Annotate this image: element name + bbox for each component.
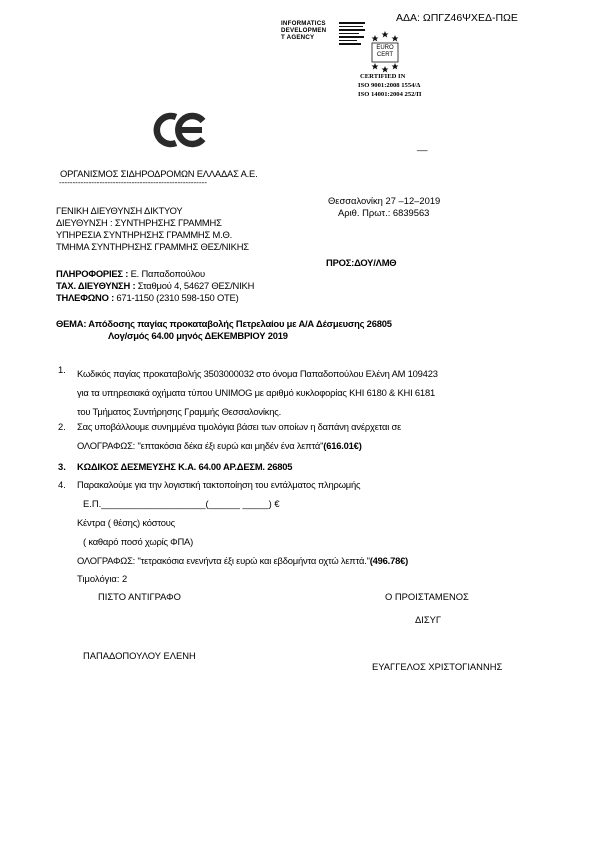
dept-line-2: ΔΙΕΥΘΥΝΣΗ : ΣΥΝΤΗΡΗΣΗΣ ΓΡΑΜΜΗΣ [56, 217, 222, 228]
contact-address-value: Σταθμού 4, 54627 ΘΕΣ/ΝΙΚΗ [135, 280, 255, 291]
contact-phone-label: ΤΗΛΕΦΩΝΟ : [56, 292, 115, 303]
cost-center: Κέντρα ( θέσης) κόστους [77, 517, 175, 528]
subject-text: : Απόδοσης παγίας προκαταβολής Πετρελαίου με Α/Α Δέσμευσης 26805 [83, 318, 392, 329]
item-2-words-text: ΟΛΟΓΡΑΦΩΣ: "επτακόσια δέκα έξι ευρώ και μηδέν ένα λεπτά" [77, 440, 324, 451]
item-4-line-1: Παρακαλούμε για την λογιστική τακτοποίηση του εντάλματος πληρωμής [77, 479, 361, 490]
item-1-number: 1. [58, 364, 66, 375]
euro-cert-text [372, 45, 398, 59]
subject-line-1 [56, 318, 392, 329]
item-4-amount: (496.78€) [369, 555, 409, 566]
invoices-count: Τιμολόγια: 2 [77, 573, 128, 584]
item-4-number: 4. [58, 479, 66, 490]
org-dashed-rule: ------------------------------------------------------- [59, 177, 207, 187]
contact-block [56, 268, 254, 304]
ida-line-2: DEVELOPMEN [281, 27, 327, 34]
certified-label: CERTIFIED IN [360, 73, 406, 80]
item-1-line-2: για τα υπηρεσιακά οχήματα τύπου UNIMOG με αριθμό κυκλοφορίας ΚΗΙ 6180 & ΚΗΙ 6181 [77, 387, 435, 398]
contact-info-row [56, 268, 254, 280]
true-copy-label: ΠΙΣΤΟ ΑΝΤΙΓΡΑΦΟ [98, 591, 181, 602]
dsgt-label: ΔΙΣΥΓ [415, 614, 442, 625]
ida-seal-fine-print [339, 22, 367, 48]
ida-line-3: T AGENCY [281, 34, 315, 41]
item-2-amount: (616.01€) [323, 440, 362, 451]
subject-label: ΘΕΜΑ [56, 318, 84, 329]
item-1-text [77, 364, 438, 421]
protocol-number: Αριθ. Πρωτ.: 6839563 [338, 207, 430, 218]
item-4-words [77, 555, 408, 566]
chief-label: Ο ΠΡΟΙΣΤΑΜΕΝΟΣ [385, 591, 469, 602]
ep-line: Ε.Π.____________________(______ _____) € [83, 498, 280, 509]
item-2-line-1: Σας υποβάλλουμε συνημμένα τιμολόγια βάσει των οποίων η δαπάνη ανέρχεται σε [77, 421, 402, 432]
department-block [56, 205, 249, 253]
item-4-words-text: ΟΛΟΓΡΑΦΩΣ: "τετρακόσια ενενήντα έξι ευρώ και εβδομήντα οχτώ λεπτά." [77, 555, 370, 566]
cert-text: CERT [376, 52, 394, 58]
dept-line-1: ΓΕΝΙΚΗ ΔΙΕΥΘΥΝΣΗ ΔΙΚΤΥΟΥ [56, 205, 183, 216]
contact-address-label: ΤΑΧ. ΔΙΕΥΘΥΝΣΗ : [56, 280, 136, 291]
right-signatory-name: ΕΥΑΓΓΕΛΟΣ ΧΡΙΣΤΟΓΙΑΝΝΗΣ [372, 661, 503, 672]
ada-code: ΑΔΑ: ΩΠΓΖ46ΨΧΕΔ-ΠΩΕ [396, 12, 518, 24]
ose-logo-icon [150, 112, 214, 148]
item-2-number: 2. [58, 421, 66, 432]
net-amount-note: ( καθαρό ποσό χωρίς ΦΠΑ) [83, 536, 194, 547]
left-signatory-name: ΠΑΠΑΔΟΠΟΥΛΟΥ ΕΛΕΝΗ [83, 650, 196, 661]
euro-text: EURO [376, 45, 394, 51]
contact-phone-value: 671-1150 (2310 598-150 ΟΤΕ) [114, 292, 239, 303]
contact-phone-row [56, 292, 254, 304]
item-2-words [77, 440, 362, 451]
item-3-number: 3. [58, 461, 66, 472]
ida-line-1: INFORMATICS [281, 20, 326, 27]
iso-14001: ISO 14001:2004 252/Π [358, 91, 422, 98]
dept-line-4: ΤΜΗΜΑ ΣΥΝΤΗΡΗΣΗΣ ΓΡΑΜΜΗΣ ΘΕΣ/ΝΙΚΗΣ [56, 241, 249, 252]
item-1-line-1: Κωδικός παγίας προκαταβολής 3503000032 στο όνομα Παπαδοπούλου Ελένη ΑΜ 109423 [77, 368, 438, 379]
contact-address-row [56, 280, 254, 292]
organization-name: ΟΡΓΑΝΙΣΜΟΣ ΣΙΔΗΡΟΔΡΟΜΩΝ ΕΛΛΑΔΑΣ Α.Ε. [60, 168, 258, 179]
certification-block [281, 20, 481, 102]
iso-9001: ISO 9001:2008 1554/Δ [358, 82, 421, 89]
dash-mark: __ [417, 140, 428, 151]
ida-label [281, 20, 326, 41]
subject-line-2: Λογ/σμός 64.00 μηνός ΔΕΚΕΜΒΡΙΟΥ 2019 [108, 330, 288, 341]
contact-info-value: Ε. Παπαδοπούλου [128, 268, 205, 279]
recipient: ΠΡΟΣ:ΔΟΥ/ΛΜΘ [326, 257, 397, 268]
item-3-text: ΚΩΔΙΚΟΣ ΔΕΣΜΕΥΣΗΣ Κ.Α. 64.00 ΑΡ.ΔΕΣΜ. 26805 [77, 461, 293, 472]
place-date: Θεσσαλονίκη 27 –12–2019 [328, 195, 441, 206]
dept-line-3: ΥΠΗΡΕΣΙΑ ΣΥΝΤΗΡΗΣΗΣ ΓΡΑΜΜΗΣ Μ.Θ. [56, 229, 233, 240]
contact-info-label: ΠΛΗΡΟΦΟΡΙΕΣ : [56, 268, 129, 279]
item-1-line-3: του Τμήματος Συντήρησης Γραμμής Θεσσαλονίκης. [77, 406, 282, 417]
